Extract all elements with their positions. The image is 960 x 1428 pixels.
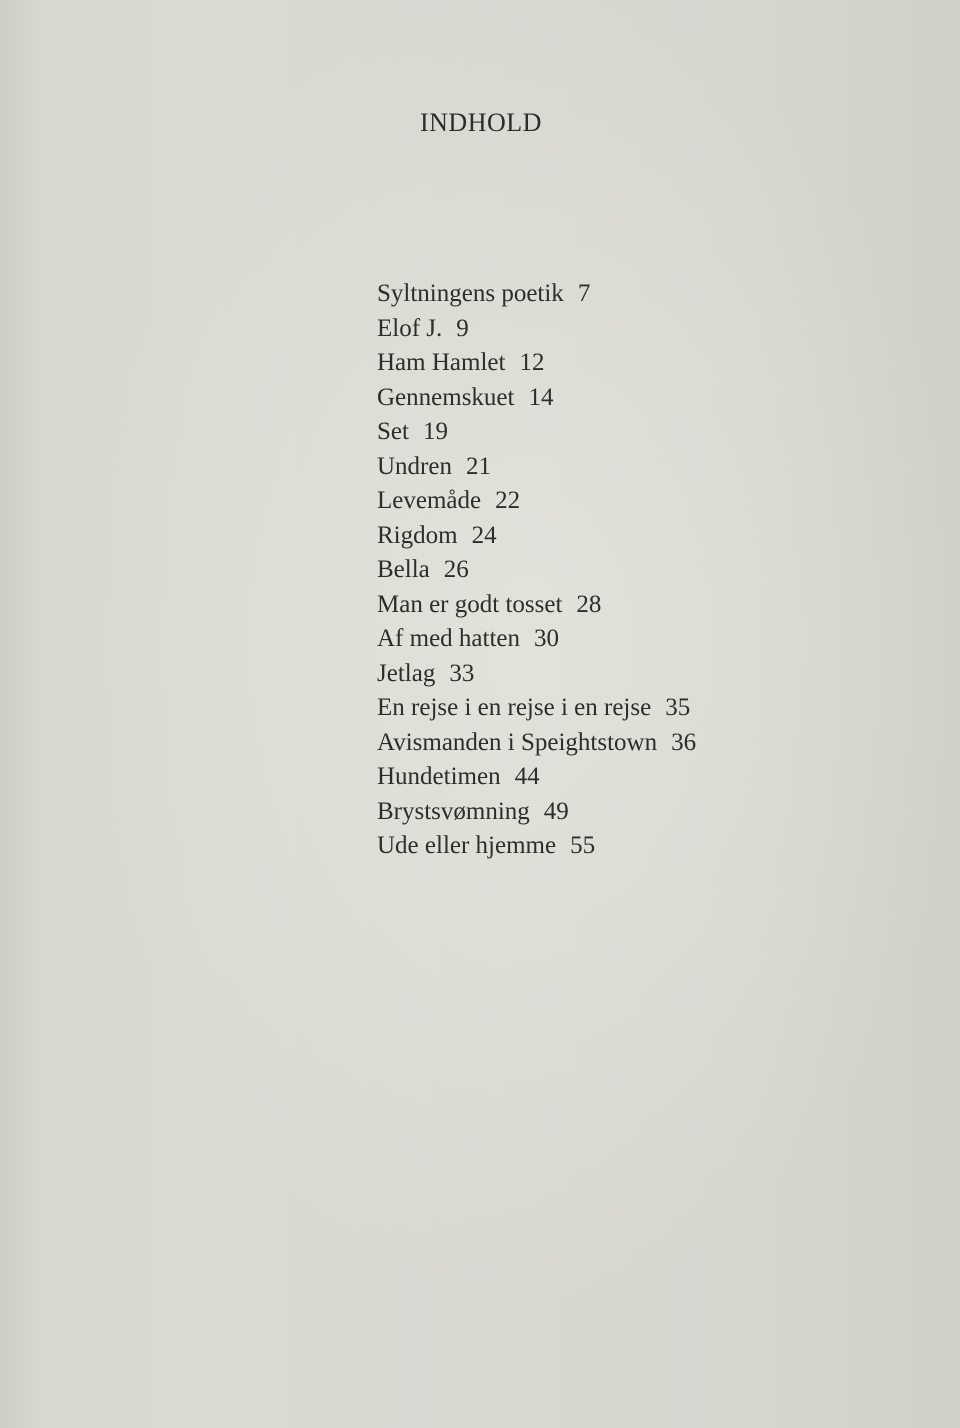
- toc-entry-title: Ham Hamlet: [377, 349, 506, 376]
- toc-entry-title: Ude eller hjemme: [377, 832, 557, 859]
- toc-entry-page: 19: [422, 418, 448, 445]
- toc-entry: [377, 760, 696, 795]
- toc-entry-page: 21: [465, 452, 491, 480]
- toc-entry: [377, 588, 696, 623]
- toc-entry: [377, 312, 696, 347]
- toc-entry: [377, 381, 696, 416]
- toc-entry-title: Undren: [377, 452, 452, 480]
- toc-entry: [377, 795, 696, 830]
- toc-entry: [377, 691, 696, 726]
- toc-entry-page: 14: [528, 383, 554, 411]
- toc-entry: [377, 415, 696, 450]
- toc-entry-title: Set: [377, 418, 409, 445]
- toc-entry-title: Hundetimen: [377, 763, 501, 790]
- toc-entry: [377, 553, 696, 588]
- toc-entry-page: 30: [534, 625, 560, 652]
- toc-entry-title: Man er godt tosset: [377, 590, 563, 618]
- toc-entry-title: Elof J.: [377, 314, 443, 342]
- toc-entry-title: Bella: [377, 556, 430, 583]
- toc-entry-title: Brystsvømning: [377, 797, 530, 825]
- toc-entry-page: 49: [543, 797, 569, 825]
- toc-entry-page: 24: [471, 521, 497, 549]
- toc-entry-title: Gennemskuet: [377, 383, 515, 411]
- toc-entry-title: Jetlag: [377, 659, 436, 687]
- toc-entry-page: 55: [570, 832, 596, 859]
- toc-entry-title: En rejse i en rejse i en rejse: [377, 694, 652, 721]
- toc-entry-page: 33: [449, 659, 475, 687]
- toc-entry: [377, 519, 696, 554]
- toc-entry: [377, 450, 696, 485]
- toc-entry-page: 7: [577, 280, 591, 307]
- toc-entry-page: 28: [576, 590, 602, 618]
- toc-entry-page: 22: [495, 487, 521, 514]
- toc-entry-title: Syltningens poetik: [377, 280, 564, 307]
- toc-entry: [377, 277, 696, 312]
- toc-entry-page: 26: [443, 556, 469, 583]
- toc-entry-page: 12: [519, 349, 545, 376]
- toc-entry: [377, 726, 696, 761]
- toc-entry: [377, 622, 696, 657]
- toc-entry-page: 9: [456, 314, 469, 342]
- toc-entry: [377, 484, 696, 519]
- toc-entry: [377, 346, 696, 381]
- page-title: INDHOLD: [420, 108, 542, 137]
- toc-entry-title: Levemåde: [377, 487, 482, 514]
- toc-entry-page: 44: [514, 763, 540, 790]
- toc-entry-title: Avismanden i Speightstown: [377, 728, 658, 756]
- toc-entry: [377, 829, 696, 864]
- toc-entry-page: 36: [671, 728, 697, 756]
- toc-entry: [377, 657, 696, 692]
- toc-entry-page: 35: [665, 694, 691, 721]
- table-of-contents: [377, 277, 696, 864]
- toc-entry-title: Af med hatten: [377, 625, 521, 652]
- toc-entry-title: Rigdom: [377, 521, 458, 549]
